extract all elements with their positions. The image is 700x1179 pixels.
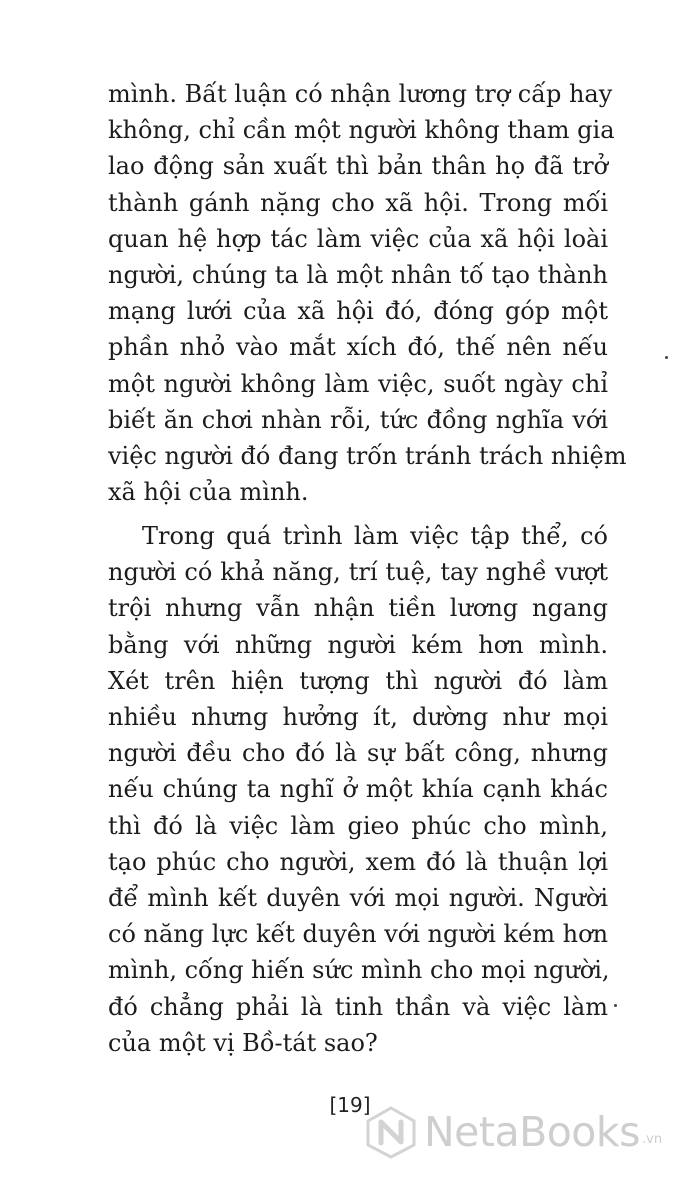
- text-line: nếu chúng ta nghĩ ở một khía cạnh khác: [108, 775, 608, 804]
- text-line: Trong quá trình làm việc tập thể, có: [142, 522, 608, 550]
- text-line: bằng với những người kém hơn mình.: [108, 630, 608, 659]
- text-line: của một vị Bồ-tát sao?: [108, 1028, 378, 1057]
- watermark-brand: NetaBooks: [424, 1107, 640, 1156]
- text-line: thành gánh nặng cho xã hội. Trong mối: [108, 188, 608, 217]
- text-line: có năng lực kết duyên với người kém hơn: [108, 920, 609, 949]
- speck-mark: [614, 1004, 617, 1007]
- speck-mark: [665, 356, 668, 359]
- paragraph-1: [108, 76, 627, 510]
- text-line: mình. Bất luận có nhận lương trợ cấp hay: [108, 80, 613, 108]
- watermark: [364, 1102, 662, 1162]
- text-line: mình, cống hiến sức mình cho mọi người,: [108, 956, 610, 985]
- text-line: quan hệ hợp tác làm việc của xã hội loài: [108, 224, 608, 253]
- text-line: mạng lưới của xã hội đó, đóng góp một: [108, 297, 608, 326]
- text-line: phần nhỏ vào mắt xích đó, thế nên nếu: [108, 333, 608, 362]
- text-line: đó chẳng phải là tinh thần và việc làm: [108, 992, 608, 1021]
- text-line: thì đó là việc làm gieo phúc cho mình,: [108, 811, 608, 840]
- netabooks-logo-icon: [364, 1105, 418, 1159]
- watermark-suffix: .vn: [642, 1131, 663, 1147]
- text-line: lao động sản xuất thì bản thân họ đã trở: [108, 152, 608, 181]
- text-line: xã hội của mình.: [108, 478, 309, 507]
- text-line: nhiều nhưng hưởng ít, dường như mọi: [108, 703, 608, 732]
- text-line: biết ăn chơi nhàn rỗi, tức đồng nghĩa với: [108, 405, 608, 434]
- text-line: để mình kết duyên với mọi người. Người: [108, 884, 608, 913]
- text-line: người có khả năng, trí tuệ, tay nghề vượt: [108, 558, 608, 587]
- text-line: không, chỉ cần một người không tham gia: [108, 116, 615, 145]
- text-line: một người không làm việc, suốt ngày chỉ: [108, 369, 608, 398]
- text-line: việc người đó đang trốn tránh trách nhiệm: [108, 442, 627, 471]
- text-line: trội nhưng vẫn nhận tiền lương ngang: [108, 594, 608, 623]
- text-line: người đều cho đó là sự bất công, nhưng: [108, 739, 608, 768]
- paragraph-2: [108, 518, 608, 1061]
- page-number: [19]: [329, 1093, 371, 1117]
- text-line: người, chúng ta là một nhân tố tạo thành: [108, 261, 608, 290]
- text-line: tạo phúc cho người, xem đó là thuận lợi: [108, 847, 608, 876]
- text-line: Xét trên hiện tượng thì người đó làm: [108, 666, 608, 695]
